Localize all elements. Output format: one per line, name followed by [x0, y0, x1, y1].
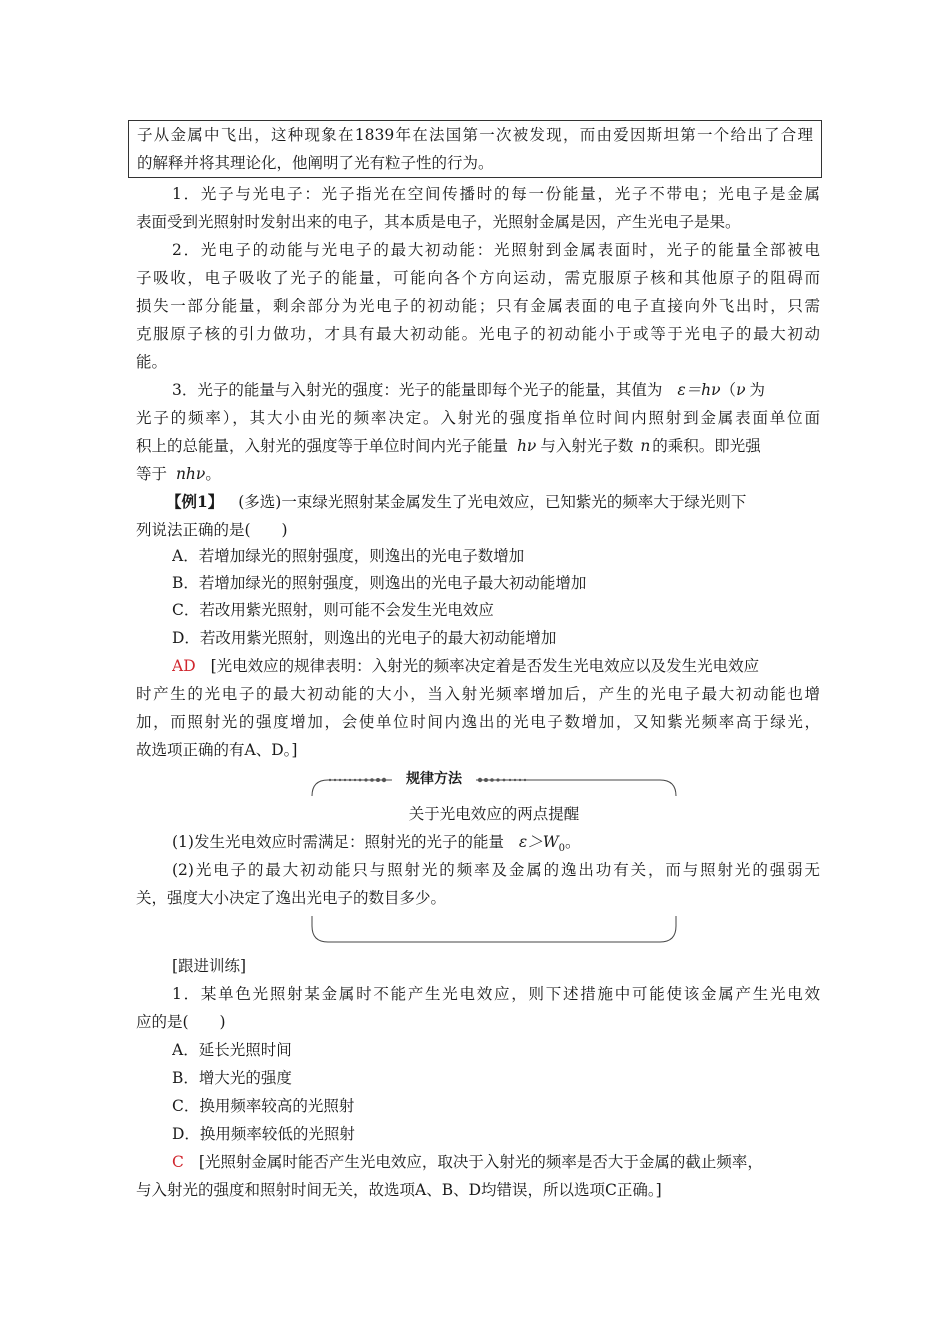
example-line-2: 列说法正确的是( ) [136, 521, 288, 539]
para2-line-3: 损失一部分能量，剩余部分为光电子的初动能；只有金属表面的电子直接向外飞出时，只需 [136, 297, 820, 315]
n-symbol: n [640, 437, 651, 455]
method-subtitle: 关于光电效应的两点提醒 [408, 805, 580, 823]
method-formula-subscript: 0 [558, 843, 566, 855]
para3-paren: （ [720, 381, 737, 399]
practice-option-a: A．延长光照时间 [172, 1041, 292, 1059]
practice-answer: C [172, 1153, 184, 1171]
intro-line-2: 的解释并将其理论化，他阐明了光有粒子性的行为。 [137, 154, 494, 172]
para3-line-2: 光子的频率），其大小由光的频率决定。入射光的强度指单位时间内照射到金属表面单位面 [136, 409, 820, 427]
practice-option-c: C．换用频率较高的光照射 [172, 1097, 355, 1115]
practice-question-line-1: 1．某单色光照射某金属时不能产生光电效应，则下述措施中可能使该金属产生光电效 [172, 985, 820, 1003]
example-question: (多选)一束绿光照射某金属发生了光电效应，已知紫光的频率大于绿光则下 [238, 493, 747, 511]
para3-line-4 [136, 460, 820, 488]
method-point-1-end: 。 [565, 833, 581, 851]
para3-text-c: 为 [749, 381, 766, 399]
example-option-d: D．若改用紫光照射，则逸出的光电子的最大初动能增加 [172, 629, 557, 647]
example-explanation-2: 时产生的光电子的最大初动能的大小，当入射光频率增加后，产生的光电子最大初动能也增 [136, 685, 820, 703]
nu-symbol: ν [736, 381, 746, 399]
practice-option-b: B．增大光的强度 [172, 1069, 292, 1087]
intro-box [128, 120, 822, 178]
practice-explanation-2: 与入射光的强度和照射时间无关，故选项A、B、D均错误，所以选项C正确。] [136, 1181, 662, 1199]
method-point-1 [172, 828, 820, 856]
practice-answer-line [172, 1148, 820, 1176]
example-line-1 [166, 488, 820, 516]
photon-energy-formula: ε＝hν [677, 381, 721, 399]
practice-header: [跟进训练] [172, 957, 247, 975]
para2-line-4: 克服原子核的引力做功，才具有最大初动能。光电子的初动能小于或等于光电子的最大初动 [136, 325, 820, 343]
practice-option-d: D．换用频率较低的光照射 [172, 1125, 355, 1143]
para3-text-3c: 的乘积。即光强 [652, 437, 761, 455]
example-option-a: A．若增加绿光的照射强度，则逸出的光电子数增加 [172, 547, 525, 565]
example-explanation-3: 加，而照射光的强度增加，会使单位时间内逸出的光电子数增加，又知紫光频率高于绿光， [136, 713, 820, 731]
para2-line-1: 2．光电子的动能与光电子的最大初动能：光照射到金属表面时，光子的能量全部被电 [172, 241, 820, 259]
example-option-c: C．若改用紫光照射，则可能不会发生光电效应 [172, 601, 494, 619]
para3-text-4a: 等于 [136, 465, 168, 483]
para3-line-1 [172, 376, 820, 404]
method-title: 规律方法 [392, 768, 476, 790]
para2-line-5: 能。 [136, 353, 168, 371]
practice-question-line-2: 应的是( ) [136, 1013, 226, 1031]
example-explanation-1: [光电效应的规律表明：入射光的频率决定着是否发生光电效应以及发生光电效应 [210, 657, 760, 675]
method-formula: ε＞W [518, 833, 559, 851]
example-option-b: B．若增加绿光的照射强度，则逸出的光电子最大初动能增加 [172, 574, 587, 592]
para3-line-3 [136, 432, 820, 460]
para3-text-a: 3．光子的能量与入射光的强度：光子的能量即每个光子的能量，其值为 [172, 381, 663, 399]
para3-text-4b: 。 [205, 465, 221, 483]
method-point-1-text: (1)发生光电效应时需满足：照射光的光子的能量 [172, 833, 504, 851]
hv-symbol: hν [516, 437, 537, 455]
para2-line-2: 子吸收，电子吸收了光子的能量，可能向各个方向运动，需克服原子核和其他原子的阻碍而 [136, 269, 820, 287]
para3-text-3b: 与入射光子数 [540, 437, 634, 455]
para1-line-2: 表面受到光照射时发射出来的电子，其本质是电子，光照射金属是因，产生光电子是果。 [136, 213, 741, 231]
example-answer-line [172, 652, 820, 680]
method-point-2-line-1: (2)光电子的最大初动能只与照射光的频率及金属的逸出功有关，而与照射光的强弱无 [172, 861, 820, 879]
practice-explanation-1: [光照射金属时能否产生光电效应，取决于入射光的频率是否大于金属的截止频率， [198, 1153, 763, 1171]
para3-text-3a: 积上的总能量，入射光的强度等于单位时间内光子能量 [136, 437, 509, 455]
example-explanation-4: 故选项正确的有A、D。] [136, 741, 298, 759]
nhv-symbol: nhν [175, 465, 206, 483]
method-point-2-line-2: 关，强度大小决定了逸出光电子的数目多少。 [136, 889, 447, 907]
intro-line-1: 子从金属中飞出，这种现象在1839年在法国第一次被发现，而由爱因斯坦第一个给出了合理 [137, 126, 813, 144]
example-tag: 【例1】 [166, 492, 224, 511]
example-answer: AD [172, 657, 196, 675]
para1-line-1: 1．光子与光电子：光子指光在空间传播时的每一份能量，光子不带电；光电子是金属 [172, 185, 820, 203]
